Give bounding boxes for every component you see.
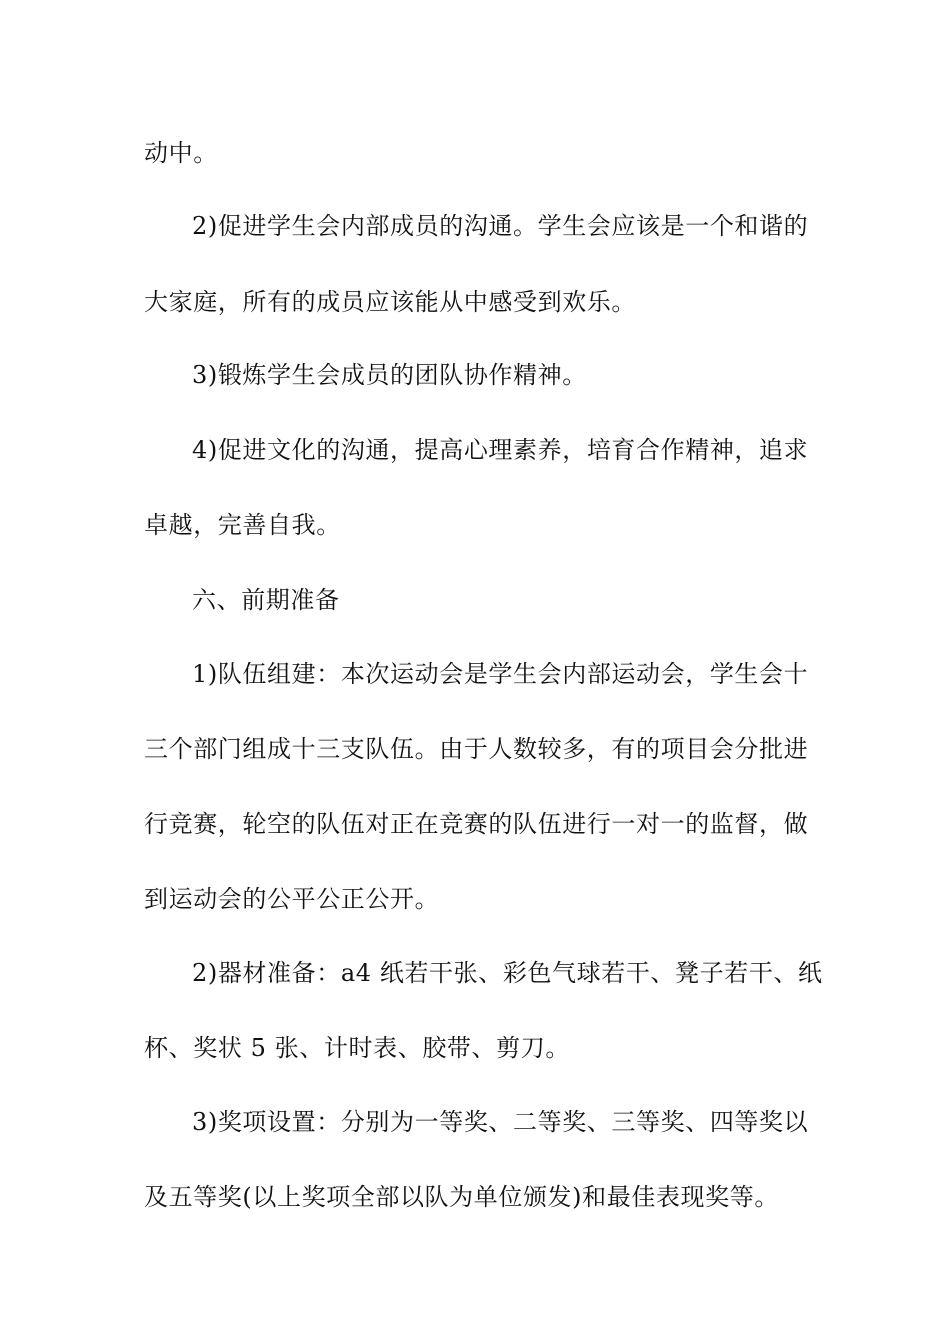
text-line: 三个部门组成十三支队伍。由于人数较多，有的项目会分批进 (144, 735, 809, 763)
text-line: 卓越，完善自我。 (144, 511, 341, 539)
text-line: 1)队伍组建：本次运动会是学生会内部运动会，学生会十 (192, 660, 809, 688)
text-line: 动中。 (144, 139, 218, 167)
text-line: 3)锻炼学生会成员的团队协作精神。 (192, 361, 587, 389)
text-line: 2)促进学生会内部成员的沟通。学生会应该是一个和谐的 (192, 212, 809, 240)
text-line: 2)器材准备：a4 纸若干张、彩色气球若干、凳子若干、纸 (192, 959, 823, 987)
section-heading: 六、前期准备 (192, 586, 340, 614)
text-line: 到运动会的公平公正公开。 (144, 885, 440, 913)
text-line: 大家庭，所有的成员应该能从中感受到欢乐。 (144, 288, 636, 316)
text-line: 3)奖项设置：分别为一等奖、二等奖、三等奖、四等奖以 (192, 1108, 809, 1136)
text-line: 杯、奖状 5 张、计时表、胶带、剪刀。 (144, 1034, 570, 1062)
text-line: 行竞赛，轮空的队伍对正在竞赛的队伍进行一对一的监督，做 (144, 810, 809, 838)
text-line: 4)促进文化的沟通，提高心理素养，培育合作精神，追求 (192, 436, 809, 464)
text-line: 及五等奖(以上奖项全部以队为单位颁发)和最佳表现奖等。 (144, 1183, 779, 1211)
